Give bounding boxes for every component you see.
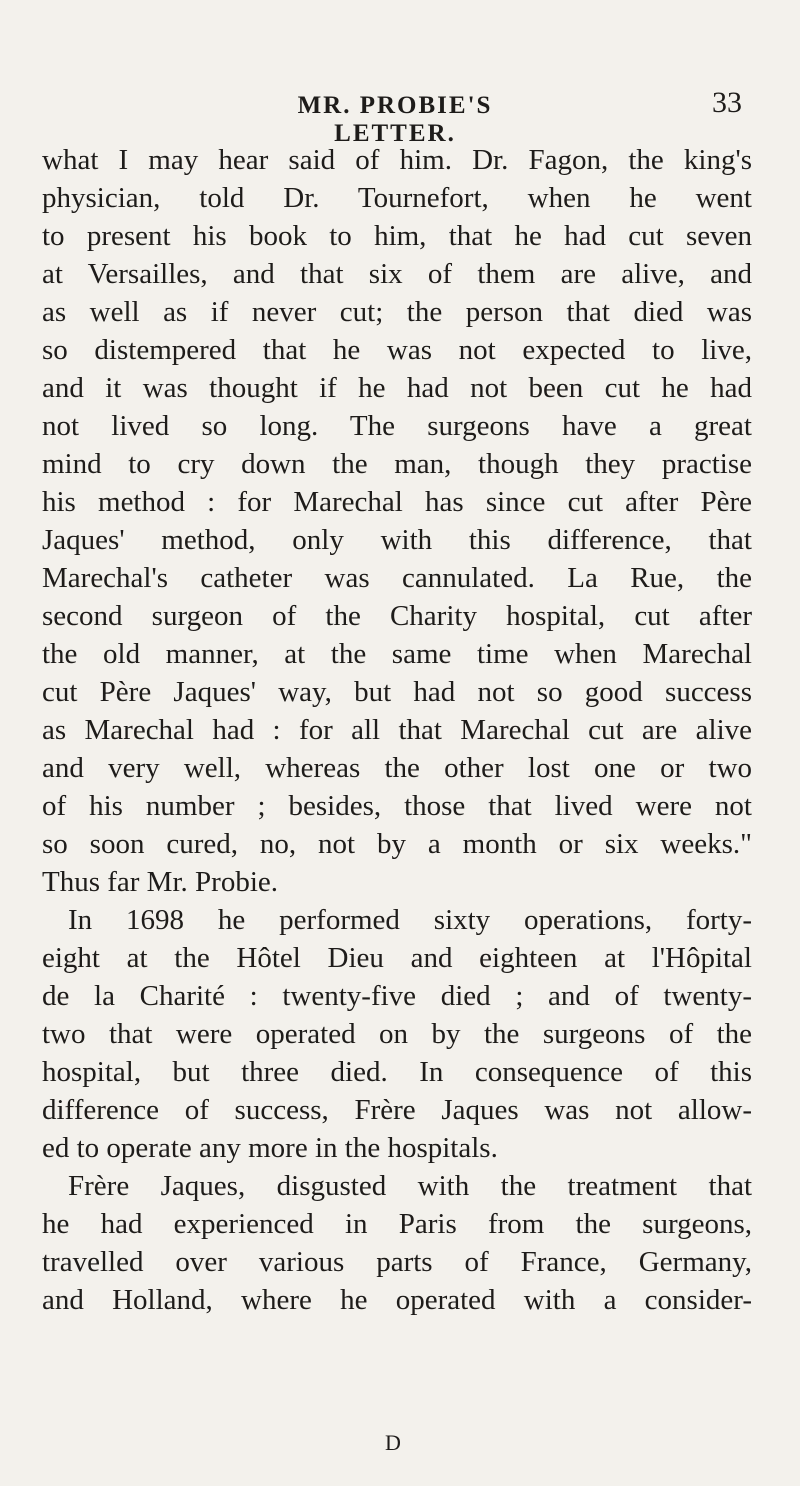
text-line: hospital, but three died. In consequence of this bbox=[42, 1056, 752, 1088]
text-line: travelled over various parts of France, Germany, bbox=[42, 1246, 752, 1278]
running-title: MR. PROBIE'S LETTER. bbox=[297, 92, 493, 147]
text-line: as well as if never cut; the person that died was bbox=[42, 296, 752, 328]
text-line: to present his book to him, that he had cut seven bbox=[42, 220, 752, 252]
text-line: so distempered that he was not expected to live, bbox=[42, 334, 752, 366]
text-line: Marechal's catheter was cannulated. La Rue, the bbox=[42, 562, 752, 594]
text-line: and very well, whereas the other lost one or two bbox=[42, 752, 752, 784]
signature-mark: D bbox=[385, 1430, 401, 1455]
text-line: not lived so long. The surgeons have a great bbox=[42, 410, 752, 442]
text-line: so soon cured, no, not by a month or six weeks." bbox=[42, 828, 752, 860]
text-line: de la Charité : twenty-five died ; and of twenty- bbox=[42, 980, 752, 1012]
text-line: as Marechal had : for all that Marechal cut are alive bbox=[42, 714, 752, 746]
text-line: and it was thought if he had not been cut he had bbox=[42, 372, 752, 404]
text-line: two that were operated on by the surgeons of the bbox=[42, 1018, 752, 1050]
text-line: mind to cry down the man, though they practise bbox=[42, 448, 752, 480]
text-line: his method : for Marechal has since cut after Père bbox=[42, 486, 752, 518]
text-line: at Versailles, and that six of them are alive, and bbox=[42, 258, 752, 290]
text-line: cut Père Jaques' way, but had not so good success bbox=[42, 676, 752, 708]
text-line: what I may hear said of him. Dr. Fagon, the king's bbox=[42, 144, 752, 176]
text-line: Frère Jaques, disgusted with the treatment that bbox=[68, 1170, 752, 1202]
text-line: In 1698 he performed sixty operations, forty- bbox=[68, 904, 752, 936]
text-line: physician, told Dr. Tournefort, when he went bbox=[42, 182, 752, 214]
text-line: difference of success, Frère Jaques was not allow- bbox=[42, 1094, 752, 1126]
text-line: ed to operate any more in the hospitals. bbox=[42, 1132, 498, 1164]
text-line: Thus far Mr. Probie. bbox=[42, 866, 278, 898]
page-number: 33 bbox=[712, 86, 742, 119]
text-line: Jaques' method, only with this difference, that bbox=[42, 524, 752, 556]
text-line: of his number ; besides, those that lived were not bbox=[42, 790, 752, 822]
text-line: second surgeon of the Charity hospital, cut after bbox=[42, 600, 752, 632]
text-line: eight at the Hôtel Dieu and eighteen at l'Hôpital bbox=[42, 942, 752, 974]
text-line: the old manner, at the same time when Marechal bbox=[42, 638, 752, 670]
text-line: he had experienced in Paris from the surgeons, bbox=[42, 1208, 752, 1240]
text-line: and Holland, where he operated with a consider- bbox=[42, 1284, 752, 1316]
